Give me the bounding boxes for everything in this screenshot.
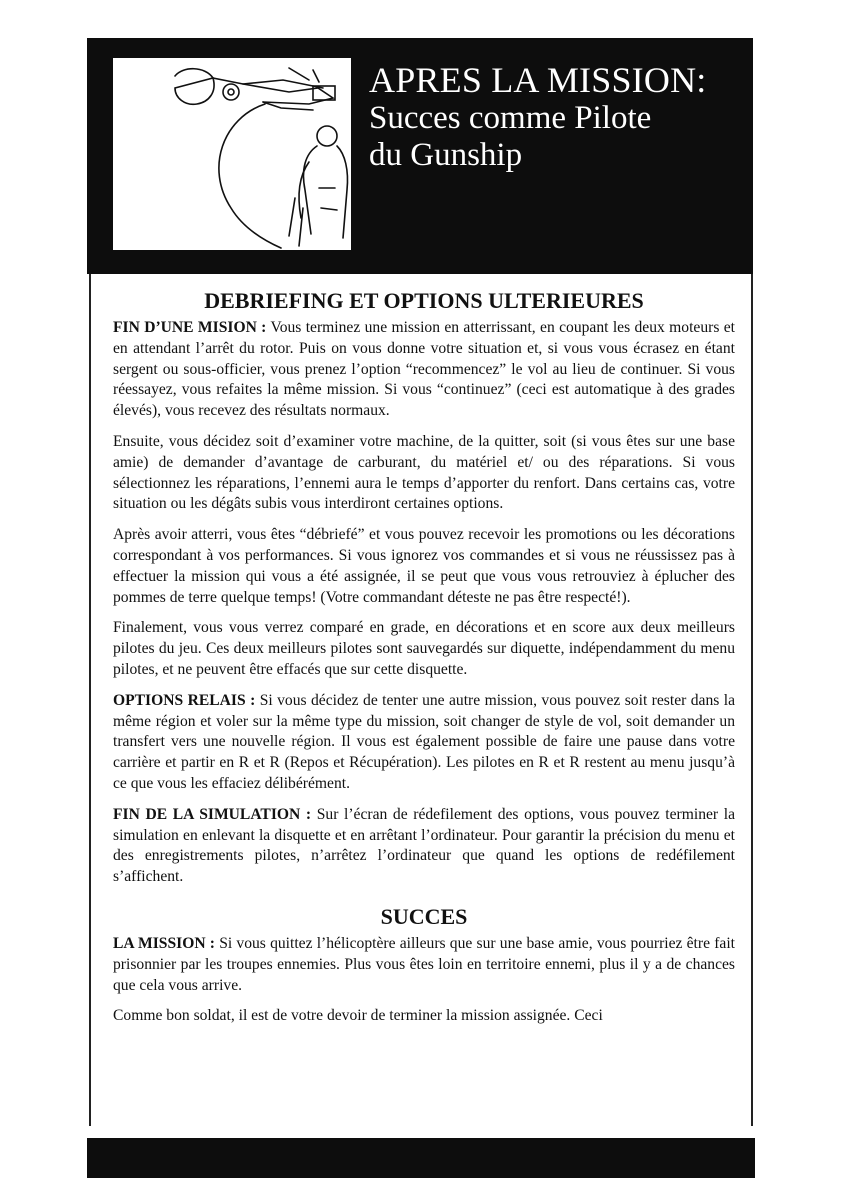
paragraph-options-relais <box>113 691 735 795</box>
paragraph-fin-simulation <box>113 805 735 888</box>
header-title-block <box>369 60 749 174</box>
paragraph-lead: OPTIONS RELAIS : <box>113 691 256 709</box>
paragraph-text: Sur l’écran de rédefilement des options, vous pouvez terminer la simulation en enlevant la disquette et en arrêtant l’ordinateur. Pour garantir la précision du menu et des enregistrements pilotes, n’arrêtez l’ordinateur que quand les options de redéfilement s’affichent. <box>113 805 735 886</box>
paragraph-text: Comme bon soldat, il est de votre devoir de terminer la mission assignée. Ceci <box>113 1007 603 1025</box>
paragraph-lead: FIN DE LA SIMULATION : <box>113 805 312 823</box>
left-border-rule <box>89 274 91 1126</box>
footer-bar <box>87 1138 755 1178</box>
paragraph-finalement <box>113 618 735 680</box>
paragraph-text: Après avoir atterri, vous êtes “débriefé” et vous pouvez recevoir les promotions ou les décorations correspondant à vos performances. Si vous ignorez vos commandes et si vous ne réussissez pas à effectuer la mission qui vous a été assignée, il se peut que vous vous retrouviez à éplucher des pommes de terre quelque temps! (Votre commandant déteste ne pas être respecté!). <box>113 526 735 606</box>
paragraph-text: Finalement, vous vous verrez comparé en grade, en décorations et en score aux deux meilleurs pilotes du jeu. Ces deux meilleurs pilotes sont sauvegardés sur diquette, indépendamment du menu pilotes, et ne peuvent être effacés que sur cette disquette. <box>113 619 735 678</box>
pilot-helicopter-sketch-icon <box>113 58 351 250</box>
paragraph-comme-bon-soldat <box>113 1006 735 1027</box>
page-subtitle-line-1: Succes comme Pilote <box>369 100 652 136</box>
page-title: APRES LA MISSION: <box>369 60 707 100</box>
paragraph-lead: FIN D’UNE MISION : <box>113 319 267 336</box>
paragraph-text: Si vous quittez l’hélicoptère ailleurs que sur une base amie, vous pourriez être fait prisonnier par les troupes ennemies. Plus vous êtes loin en territoire ennemi, plus il y a de chances que cela vous arrive. <box>113 934 735 994</box>
paragraph-text: Ensuite, vous décidez soit d’examiner votre machine, de la quitter, soit (si vous êtes sur une base amie) de demander d’avantage de carburant, du matériel et/ ou des réparations. Si vous sélectionnez les réparations, l’ennemi aura le temps d’apporter du renfort. Dans certains cas, votre situation ou les dégâts subis vous interdiront certaines options. <box>113 432 735 513</box>
pilot-illustration <box>113 58 351 250</box>
paragraph-la-mission <box>113 934 735 996</box>
page-subtitle-line-2: du Gunship <box>369 137 523 173</box>
paragraph-apres <box>113 525 735 608</box>
right-border-rule <box>751 274 753 1126</box>
paragraph-text: Vous terminez une mission en atterrissant, en coupant les deux moteurs et en attendant l’arrêt du rotor. Puis on vous donne votre situation et, si vous vous écrasez en étant sergent ou sous-officier, vous prenez l’option “recommencez” le vol au lieu de continuer. Si vous réessayez, vous refaites la même mission. Si vous “continuez” (ceci est automatique à des grades élevés), vous recevez des résultats normaux. <box>113 319 735 420</box>
page-content <box>113 286 735 1037</box>
paragraph-lead: LA MISSION : <box>113 934 215 952</box>
section-heading-debriefing: DEBRIEFING ET OPTIONS ULTERIEURES <box>204 288 644 313</box>
paragraph-fin-mission <box>113 318 735 422</box>
section-heading-succes: SUCCES <box>380 903 468 929</box>
paragraph-ensuite <box>113 432 735 515</box>
paragraph-text: Si vous décidez de tenter une autre mission, vous pouvez soit rester dans la même région et voler sur la même type du mission, soit changer de style de vol, soit demander un transfert vers une nouvelle région. Il vous est également possible de faire une pause dans votre carrière et partir en R et R (Repos et Récupération). Les pilotes en R et R restent au menu jusqu’à ce que vous les effaciez délibérément. <box>113 691 735 792</box>
